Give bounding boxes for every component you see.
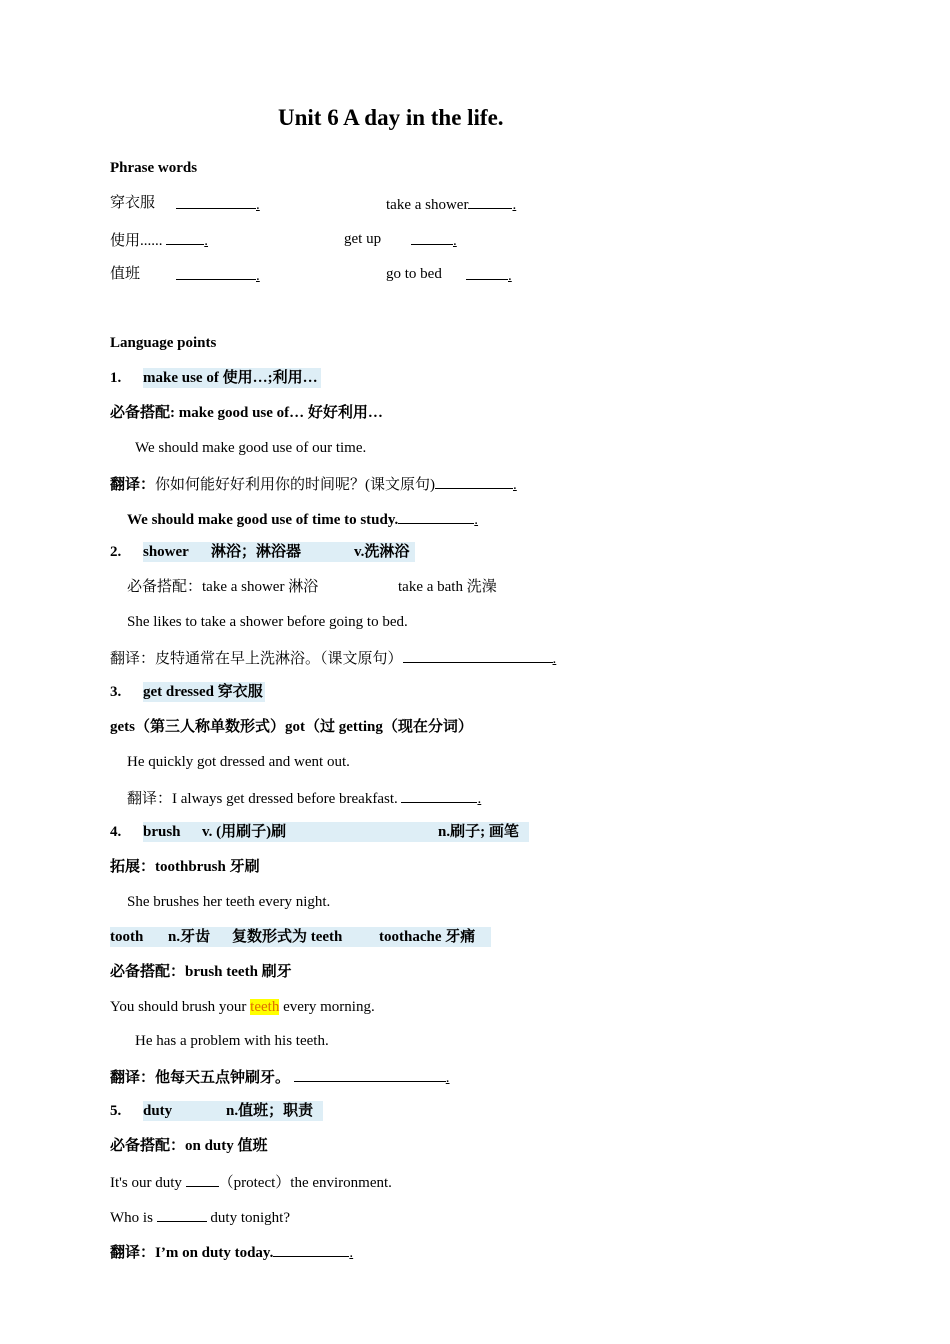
translation-text: 翻译：皮特通常在早上洗淋浴。（课文原句） [110, 651, 403, 667]
phrase-left-1 [110, 193, 155, 213]
answer-blank [273, 1241, 349, 1257]
item-4-extension: 拓展：toothbrush 牙刷 [110, 859, 260, 875]
item-4-verb: v. (用刷子)刷 [202, 824, 287, 840]
phrase-blank-left-1: . [176, 193, 260, 215]
answer-blank [435, 473, 513, 489]
item-2-verb: v.洗淋浴 [354, 544, 410, 560]
item-5-heading [143, 1101, 323, 1121]
item-5-collocation: 必备搭配：on duty 值班 [110, 1138, 268, 1154]
item-4-noun: n.刷子; 画笔 [438, 824, 519, 840]
phrase-right-1: take a shower . [386, 193, 516, 215]
answer-blank [398, 508, 474, 524]
example-text: You should brush your [110, 999, 251, 1015]
item-4-collocation: 必备搭配：brush teeth 刷牙 [110, 964, 292, 980]
translation-text: 翻译：I’m on duty today. [110, 1245, 274, 1261]
item-2-word: shower [143, 544, 189, 560]
item-3-forms: gets（第三人称单数形式）got（过 getting（现在分词） [110, 719, 473, 735]
translation-text: 翻译：I always get dressed before breakfast. [127, 791, 398, 807]
item-1-translation: 翻译：你如何能好好利用你的时间呢？(课文原句) . [110, 473, 517, 495]
example-text: Who is [110, 1210, 157, 1226]
item-2-collocation-2: take a bath 洗澡 [398, 579, 497, 595]
item-number-2: 2. [110, 544, 122, 560]
phrase-right-1-text: take a shower [386, 197, 469, 213]
item-4-heading [143, 822, 529, 842]
tooth-noun: n.牙齿 [168, 929, 211, 945]
translation-text: 你如何能好好利用你的时间呢？(课文原句) [155, 477, 436, 493]
item-1-example: We should make good use of our time. [135, 440, 367, 456]
item-3-heading: get dressed 穿衣服 [143, 684, 263, 700]
answer-blank [176, 193, 256, 209]
translation-label: 翻译： [110, 477, 156, 493]
item-5-example [110, 1171, 392, 1193]
tooth-heading [110, 927, 491, 947]
item-5-word: duty [143, 1103, 173, 1119]
item-5-noun: n.值班；职责 [226, 1103, 314, 1119]
item-2-heading [143, 542, 415, 562]
answer-blank [403, 647, 553, 663]
item-number-3: 3. [110, 684, 122, 700]
item-2-example: She likes to take a shower before going to bed. [127, 614, 408, 630]
tooth-plural: 复数形式为 teeth [232, 929, 343, 945]
phrase-right-3-text: go to bed [386, 266, 442, 282]
answer-blank [294, 1066, 446, 1082]
tooth-word: tooth [110, 929, 144, 945]
phrase-heading: Phrase words [110, 160, 198, 176]
phrase-left-1-text: 穿衣服 [110, 195, 156, 211]
phrase-blank-left-3: . [176, 264, 260, 286]
answer-blank [176, 264, 256, 280]
answer-blank [411, 229, 453, 245]
example-text-end: duty tonight? [206, 1210, 290, 1226]
item-1-collocation: 必备搭配: make good use of… 好好利用… [110, 405, 383, 421]
phrase-right-2-text: get up [344, 231, 382, 247]
phrase-blank-right-2: . [411, 229, 457, 251]
answer-blank [157, 1206, 207, 1222]
item-2-noun: 淋浴；淋浴器 [211, 544, 302, 560]
item-5-translation: 翻译：I’m on duty today. . [110, 1241, 353, 1263]
item-number-4: 4. [110, 824, 122, 840]
phrase-right-2 [344, 229, 381, 249]
item-1-heading: make use of 使用…;利用… [143, 368, 321, 388]
answer-blank [468, 193, 512, 209]
phrase-left-2: 使用...... . [110, 229, 208, 251]
item-4-example: She brushes her teeth every night. [127, 894, 331, 910]
item-2-collocation: 必备搭配：take a shower 淋浴 [127, 579, 319, 595]
highlighted-word: teeth [250, 999, 280, 1015]
item-3-translation: 翻译：I always get dressed before breakfast. . [127, 787, 481, 809]
phrase-right-3 [386, 264, 442, 284]
item-4-translation: 翻译：他每天五点钟刷牙。 . [110, 1066, 450, 1088]
example-text: We should make good use of time to study. [127, 512, 399, 528]
phrase-left-3-text: 值班 [110, 266, 141, 282]
translation-text: 翻译：他每天五点钟刷牙。 [110, 1070, 291, 1086]
item-5-example-2 [110, 1206, 290, 1228]
item-3-example: He quickly got dressed and went out. [127, 754, 350, 770]
item-number-1: 1. [110, 370, 122, 386]
phrase-left-3 [110, 264, 140, 284]
item-2-translation: 翻译：皮特通常在早上洗淋浴。（课文原句） . [110, 647, 556, 669]
item-4-word: brush [143, 824, 181, 840]
phrase-blank-right-3: . [466, 264, 512, 286]
item-number-5: 5. [110, 1103, 122, 1119]
example-text-end: （protect）the environment. [218, 1175, 392, 1191]
item-4-example-2 [110, 997, 375, 1017]
example-text-end: every morning. [279, 999, 375, 1015]
item-4-example-3: He has a problem with his teeth. [135, 1033, 329, 1049]
phrase-left-2-text: 使用...... [110, 233, 163, 249]
answer-blank [466, 264, 508, 280]
page-title: Unit 6 A day in the life. [278, 105, 504, 130]
answer-blank [166, 229, 204, 245]
example-text: It's our duty [110, 1175, 186, 1191]
answer-blank [401, 787, 477, 803]
item-1-example-2: We should make good use of time to study. . [127, 508, 478, 530]
toothache: toothache 牙痛 [379, 929, 476, 945]
answer-blank [186, 1171, 219, 1187]
language-points-heading: Language points [110, 335, 217, 351]
